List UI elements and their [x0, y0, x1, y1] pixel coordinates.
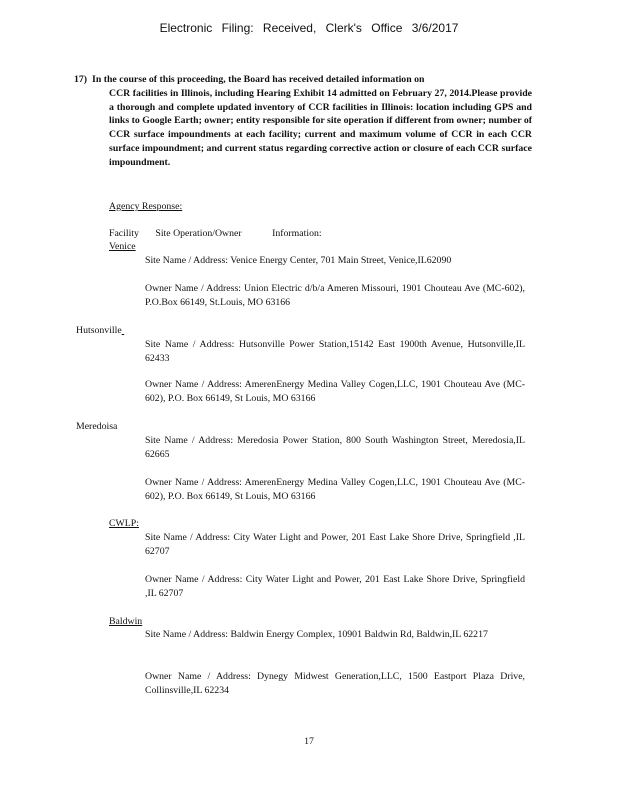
facility-name-meredosia: Meredoisa: [76, 421, 118, 432]
baldwin-site-info: Site Name / Address: Baldwin Energy Complex, 10901 Baldwin Rd, Baldwin,IL 62217: [145, 629, 488, 640]
hutsonville-site-info: Site Name / Address: Hutsonville Power Station,15142 East 1900th Avenue, Hutsonville,IL 62433: [145, 339, 525, 364]
baldwin-owner-info: Owner Name / Address: Dynegy Midwest Generation,LLC, 1500 Eastport Plaza Drive, Collinsville,IL 62234: [145, 671, 525, 696]
cwlp-site-info: Site Name / Address: City Water Light and Power, 201 East Lake Shore Drive, Springfield ,IL 62707: [145, 532, 525, 557]
facility-name-hutsonville: [76, 324, 160, 338]
question-text: [92, 73, 532, 170]
information-column-header: Information:: [272, 228, 322, 239]
facility-name-baldwin: Baldwin: [109, 616, 143, 627]
meredosia-owner-info: Owner Name / Address: AmerenEnergy Medina Valley Cogen,LLC, 1901 Chouteau Ave (MC-602), P.O. Box 66149, St Louis, MO 63166: [145, 477, 525, 502]
facility-column-header: Facility: [109, 228, 139, 239]
question-number: 17): [74, 74, 88, 85]
facility-name-cwlp: CWLP:: [109, 518, 139, 529]
question-first-line: In the course of this proceeding, the Board has received detailed information on: [92, 74, 425, 85]
filing-header: Electronic Filing: Received, Clerk's Office 3/6/2017: [159, 21, 459, 35]
hutsonville-underline: [122, 324, 160, 338]
page-number: 17: [304, 736, 314, 747]
question-body: CCR facilities in Illinois, including Hearing Exhibit 14 admitted on February 27, 2014.Please provide a thorough and complete updated inventory of CCR facilities in Illinois: location including GPS and links to Google Earth; owner; entity responsible for site operation if different from owner; number of CCR surface impoundments at each facility; current and maximum volume of CCR in each CCR surface impoundment; and current status regarding corrective action or closure of each CCR surface impoundment.: [109, 87, 532, 168]
venice-owner-info: Owner Name / Address: Union Electric d/b/a Ameren Missouri, 1901 Chouteau Ave (MC-602), P.O.Box 66149, St.Louis, MO 63166: [145, 283, 525, 308]
venice-site-info: Site Name / Address: Venice Energy Center, 701 Main Street, Venice,IL62090: [145, 255, 452, 266]
cwlp-owner-info: Owner Name / Address: City Water Light and Power, 201 East Lake Shore Drive, Springfield ,IL 62707: [145, 574, 525, 599]
agency-response-label: Agency Response:: [109, 201, 183, 212]
site-column-header: Site Operation/Owner: [155, 228, 242, 239]
hutsonville-owner-info: Owner Name / Address: AmerenEnergy Medina Valley Cogen,LLC, 1901 Chouteau Ave (MC-602), P.O. Box 66149, St Louis, MO 63166: [145, 379, 525, 404]
facility-name-venice: Venice: [109, 241, 136, 252]
table-header: [109, 227, 529, 241]
hutsonville-label: Hutsonville: [76, 325, 122, 336]
meredosia-site-info: Site Name / Address: Meredosia Power Station, 800 South Washington Street, Meredosia,IL 62665: [145, 435, 525, 460]
